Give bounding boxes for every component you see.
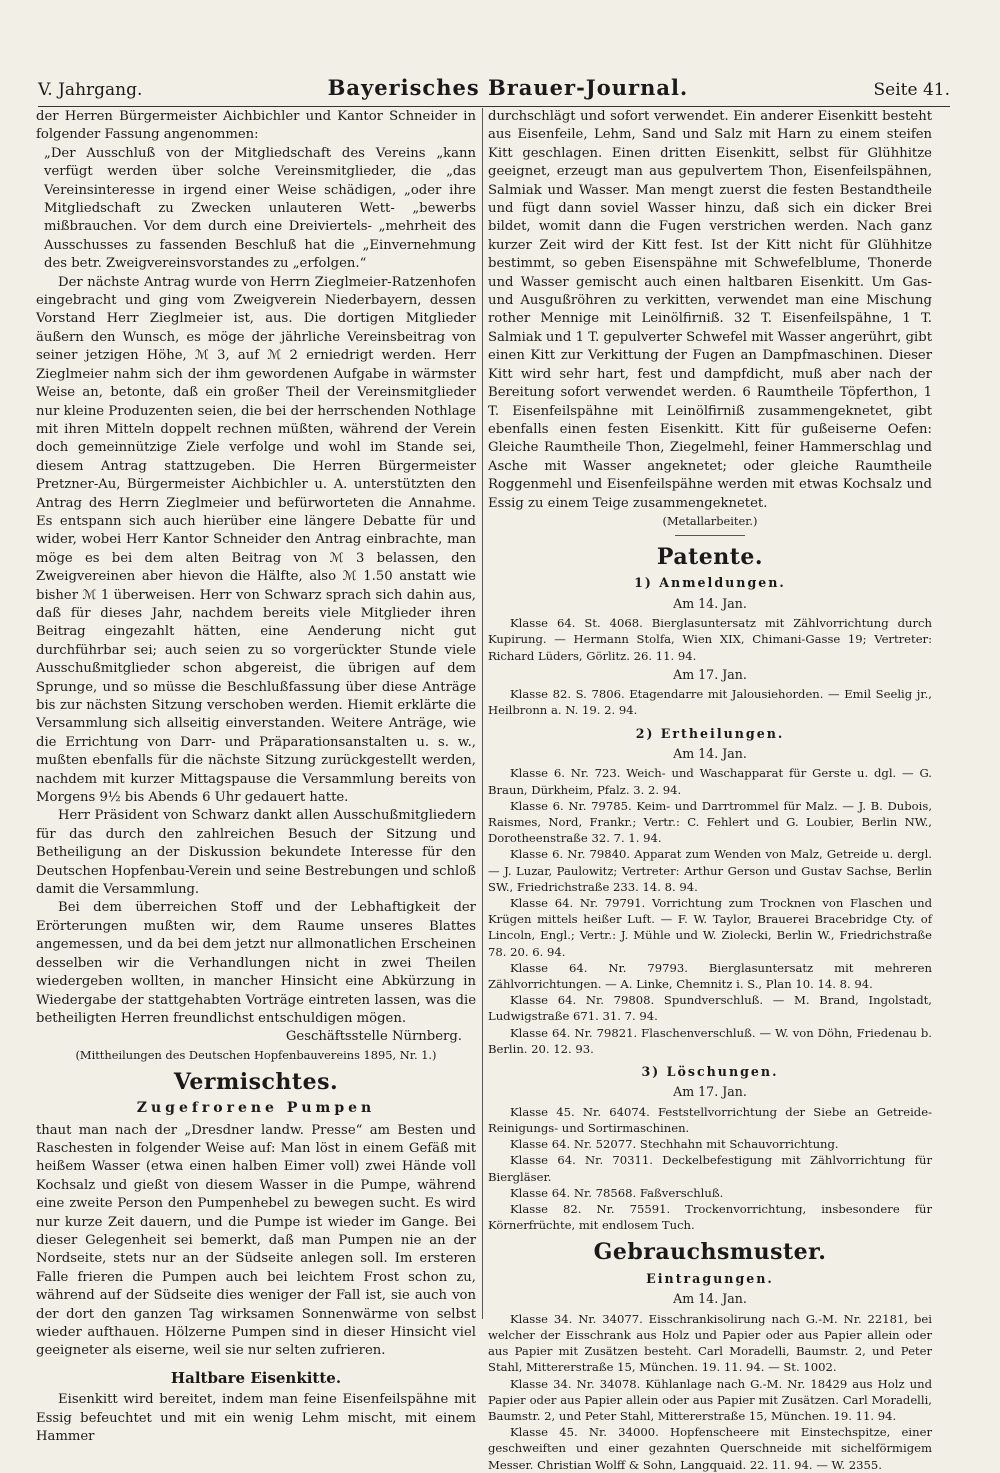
- left-paragraph-note: Bei dem überreichen Stoff und der Lebhaftigkeit der Erörterungen mußten wir, dem Raume unseres Blattes angemessen, und da bei dem jetzt nur allmonatlichen Erscheinen desselben wir die Verhandlungen nicht in zwei Theilen wiedergeben wollten, in mancher Hinsicht eine Abkürzung in Wiedergabe der stattgehabten Vorträge eintreten lassen, was die betheiligten Herren freundlichst entschuldigen mögen.: [36, 900, 476, 1026]
- page-header: [38, 66, 950, 107]
- left-source-note: (Mittheilungen des Deutschen Hopfenbauvereins 1895, Nr. 1.): [75, 1047, 437, 1062]
- right-source-note: (Metallarbeiter.): [662, 513, 758, 528]
- left-paragraph-intro: der Herren Bürgermeister Aichbichler und Kantor Schneider in folgender Fassung angenommen:: [36, 109, 476, 143]
- utility-model-entry: Klasse 45. Nr. 34000. Hopfenscheere mit Einstechspitze, einer geschweiften und einer gezahnten Querschneide mit sichelförmigem Messer. Christian Wolff & Sohn, Langquaid. 22. 11. 94. — W. 2355.: [488, 1425, 932, 1472]
- date-label: Am 14. Jan.: [673, 745, 747, 761]
- date-label: Am 14. Jan.: [673, 595, 747, 611]
- patent-entry: Klasse 64. Nr. 79808. Spundverschluß. — M. Brand, Ingolstadt, Ludwigstraße 671. 31. 7. 94.: [488, 993, 932, 1024]
- statute-quote: „Der Ausschluß von der Mitgliedschaft des Vereins „kann verfügt werden über solche Vereinsmitglieder, die „das Vereinsinteresse in irgend einer Weise schädigen, „oder ihre Mitgliedschaft zu Zwecken unlauteren Wett- „bewerbs mißbrauchen. Vor dem durch eine Dreiviertels- „mehrheit des Ausschusses zu fassenden Beschluß hat die „Einvernehmung des betr. Zweigvereinsvorstandes zu „erfolgen.“: [44, 145, 476, 272]
- patent-entry: Klasse 45. Nr. 64074. Feststellvorrichtung der Siebe an Getreide-Reinigungs- und Sortirmaschinen.: [488, 1104, 932, 1136]
- subheading-loeschungen: 3) Löschungen.: [641, 1064, 779, 1080]
- patent-entry: Klasse 6. Nr. 79785. Keim- und Darrtrommel für Malz. — J. B. Dubois, Raismes, Nord, Frankr.; Vertr.: C. Fehlert und G. Loubier, Berlin NW., Dorotheenstraße 32. 7. 1. 94.: [488, 798, 932, 846]
- patent-entry: Klasse 64. St. 4068. Bierglasuntersatz mit Zählvorrichtung durch Kupirung. — Hermann Stolfa, Wien XIX, Chimani-Gasse 19; Vertreter: Richard Lüders, Görlitz. 26. 11. 94.: [488, 616, 932, 663]
- volume-label: V. Jahrgang.: [38, 80, 143, 100]
- column-divider: [482, 108, 483, 1319]
- subheading-anmeldungen: 1) Anmeldungen.: [634, 575, 786, 591]
- patent-entry: Klasse 64. Nr. 70311. Deckelbefestigung mit Zählvorrichtung für Biergläser.: [488, 1153, 932, 1184]
- patent-entry: Klasse 82. S. 7806. Etagendarre mit Jalousiehorden. — Emil Seelig jr., Heilbronn a. N. 19. 2. 94.: [488, 687, 932, 718]
- patent-entry: Klasse 6. Nr. 79840. Apparat zum Wenden von Malz, Getreide u. dergl. — J. Luzar, Paulowitz; Vertreter: Arthur Gerson und Gustav Sachse, Berlin SW., Friedrichstraße 233. 14. 8. 94.: [488, 847, 932, 894]
- section-rule: [675, 535, 745, 538]
- heading-pumpen: Zugefrorene Pumpen: [136, 1100, 376, 1117]
- left-paragraph-eisenkitt: Eisenkitt wird bereitet, indem man feine Eisenfeilspähne mit Essig befeuchtet und mit ein wenig Lehm mischt, mit einem Hammer: [36, 1392, 476, 1445]
- left-paragraph-thanks: Herr Präsident von Schwarz dankt allen Ausschußmitgliedern für das durch den zahlreichen Besuch der Sitzung und Betheiligung an der Diskussion bekundete Interesse für den Deutschen Hopfenbau-Verein und seine Bestrebungen und schloß damit die Versammlung.: [36, 808, 476, 898]
- utility-model-entry: Klasse 34. Nr. 34077. Eisschrankisolirung nach G.-M. Nr. 22181, bei welcher der Eisschrank aus Holz und Papier oder aus Papier allein oder aus Papier mit Zusätzen besteht. Carl Moradelli, Baumstr. 2, und Peter Stahl, Mittererstraße 15, München. 19. 11. 94. — St. 1002.: [488, 1311, 932, 1375]
- journal-title: Bayerisches Brauer-Journal.: [327, 75, 689, 100]
- date-label: Am 17. Jan.: [673, 666, 747, 682]
- right-paragraph-eisenkitt: durchschlägt und sofort verwendet. Ein anderer Eisenkitt besteht aus Eisenfeile, Lehm, Sand und Salz mit Harn zu einem steifen Kitt geschlagen. Einen dritten Eisenkitt, selbst für Glühhitze geeignet, erzeugt man aus gepulvertem Thon, Eisenfeilspähnen, Salmiak und Wasser. Man mengt zuerst die festen Bestandtheile und fügt dann soviel Wasser hinzu, daß sich ein dicker Brei bildet, womit dann die Fugen verstrichen werden. Nach ganz kurzer Zeit wird der Kitt fest. Ist der Kitt nicht für Glühhitze bestimmt, so geben Eisenspähne mit Schwefelblume, Thonerde und Wasser gemischt auch einen haltbaren Eisenkitt. Um Gas- und Ausgußröhren zu verkitten, verwendet man eine Mischung rother Mennige mit Leinölfirniß. 32 T. Eisenfeilspähne, 1 T. Salmiak und 1 T. gepulverter Schwefel mit Wasser angerührt, gibt einen Kitt zur Verkittung der Fugen an Dampfmaschinen. Dieser Kitt wird sehr hart, fest und dampfdicht, muß aber nach der Bereitung sofort verwendet werden. 6 Raumtheile Töpferthon, 1 T. Eisenfeilspähne mit Leinölfirniß zusammengeknetet, gibt ebenfalls einen festen Eisenkitt. Kitt für gußeiserne Oefen: Gleiche Raumtheile Thon, Ziegelmehl, feiner Hammerschlag und Asche mit Wasser angeknetet; oder gleiche Raumtheile Roggenmehl und Eisenfeilspähne werden mit etwas Kochsalz und Essig zu einem Teige zusammengeknetet.: [488, 109, 932, 511]
- patent-entry: Klasse 64. Nr. 78568. Faßverschluß.: [510, 1185, 724, 1200]
- date-label: Am 17. Jan.: [673, 1084, 747, 1100]
- signature: Geschäftsstelle Nürnberg.: [285, 1029, 462, 1045]
- patent-entry: Klasse 82. Nr. 75591. Trockenvorrichtung, insbesondere für Körnerfrüchte, mit endlosem Tuch.: [488, 1202, 932, 1233]
- heading-gebrauchsmuster: Gebrauchsmuster.: [593, 1239, 827, 1266]
- left-paragraph-motion: Der nächste Antrag wurde von Herrn Zieglmeier-Ratzenhofen eingebracht und ging vom Zweigverein Niederbayern, dessen Vorstand Herr Zieglmeier ist, aus. Die dortigen Mitglieder äußern den Wunsch, es möge der jährliche Vereinsbeitrag von seiner jetzigen Höhe, ℳ 3, auf ℳ 2 erniedrigt werden. Herr Zieglmeier nahm sich der ihm gewordenen Aufgabe in wärmster Weise an, betonte, daß ein großer Theil der Vereinsmitglieder nur kleine Produzenten seien, die bei der herrschenden Nothlage mit ihren Mitteln doppelt rechnen müßten, während der Verein doch gemeinnützige Ziele verfolge und wohl im Stande sei, diesem Antrag stattzugeben. Die Herren Bürgermeister Pretzner-Au, Bürgermeister Aichbichler u. A. unterstützten den Antrag des Herrn Zieglmeier und befürworteten die Annahme. Es entspann sich auch hierüber eine längere Debatte für und wider, wobei Herr Kantor Schneider den Antrag einbrachte, man möge es bei dem alten Beitrag von ℳ 3 belassen, den Zweigvereinen aber hievon die Hälfte, also ℳ 1.50 anstatt wie bisher ℳ 1 überweisen. Herr von Schwarz sprach sich dahin aus, daß für dieses Jahr, nachdem bereits viele Mitglieder ihren Beitrag eingezahlt hätten, eine Aenderung nicht gut durchführbar sei; auch seien zu so vorgerückter Stunde viele Ausschußmitglieder schon abgereist, die übrigen auf dem Sprunge, und so müsse die Beschlußfassung über diese Anträge bis zur nächsten Sitzung verschoben werden. Hiemit erklärte die Versammlung sich allseitig einverstanden. Weitere Anträge, wie die Errichtung von Darr- und Präparationsanstalten u. s. w., mußten ebenfalls für die nächste Sitzung zurückgestellt werden, nachdem mit kurzer Mittagspause die Versammlung bereits von Morgens 9½ bis Abends 6 Uhr gedauert hatte.: [36, 274, 476, 806]
- left-paragraph-pumpen: thaut man nach der „Dresdner landw. Presse“ am Besten und Raschesten in folgender Weise auf: Man löst in einem Gefäß mit heißem Wasser (etwa einen halben Eimer voll) zwei Hände voll Kochsalz und gießt von diesem Wasser in die Pumpe, während eine zweite Person den Pumpenhebel zu bewegen sucht. Es wird nur kurze Zeit dauern, und die Pumpe ist wieder im Gange. Bei dieser Gelegenheit sei bemerkt, daß man Pumpen nie an der Nordseite, stets nur an der Südseite anlegen soll. Im ersteren Falle frieren die Pumpen auch bei leichtem Frost schon zu, während auf der Südseite dies weniger der Fall ist, sie auch von der dort den ganzen Tag wirksamen Sonnenwärme von selbst wieder aufthauen. Hölzerne Pumpen sind in dieser Hinsicht viel geeigneter als eiserne, weil sie nur selten zufrieren.: [36, 1122, 476, 1359]
- patent-entry: Klasse 64. Nr. 52077. Stechhahn mit Schauvorrichtung.: [510, 1137, 839, 1152]
- patent-entry: Klasse 64. Nr. 79791. Vorrichtung zum Trocknen von Flaschen und Krügen mittels heißer Luft. — F. W. Taylor, Brauerei Bracebridge Cty. of Lincoln, Engl.; Vertr.: J. Mühle und W. Ziolecki, Berlin W., Friedrichstraße 78. 20. 6. 94.: [488, 896, 932, 959]
- heading-vermischtes: Vermischtes.: [173, 1068, 339, 1095]
- date-label: Am 14. Jan.: [673, 1291, 747, 1307]
- patent-entry: Klasse 64. Nr. 79793. Bierglasuntersatz mit mehreren Zählvorrichtungen. — A. Linke, Chemnitz i. S., Plan 10. 14. 8. 94.: [488, 960, 932, 992]
- heading-patente: Patente.: [656, 543, 764, 570]
- heading-eisenkitte: Haltbare Eisenkitte.: [170, 1368, 342, 1387]
- patent-entry: Klasse 64. Nr. 79821. Flaschenverschluß. — W. von Döhn, Friedenau b. Berlin. 20. 12. 93.: [488, 1025, 932, 1056]
- subheading-eintragungen: Eintragungen.: [646, 1270, 774, 1286]
- right-column: [488, 108, 932, 1472]
- subheading-ertheilungen: 2) Ertheilungen.: [635, 725, 785, 741]
- utility-model-entry: Klasse 34. Nr. 34078. Kühlanlage nach G.-M. Nr. 18429 aus Holz und Papier oder aus Papier allein oder aus Papier mit Zusätzen. Carl Moradelli, Baumstr. 2, und Peter Stahl, Mittererstraße 15, München. 19. 11. 94.: [488, 1376, 932, 1423]
- left-column: [36, 108, 476, 1445]
- page-number: Seite 41.: [873, 80, 950, 100]
- patent-entry: Klasse 6. Nr. 723. Weich- und Waschapparat für Gerste u. dgl. — G. Braun, Dürkheim, Pfalz. 3. 2. 94.: [488, 766, 932, 797]
